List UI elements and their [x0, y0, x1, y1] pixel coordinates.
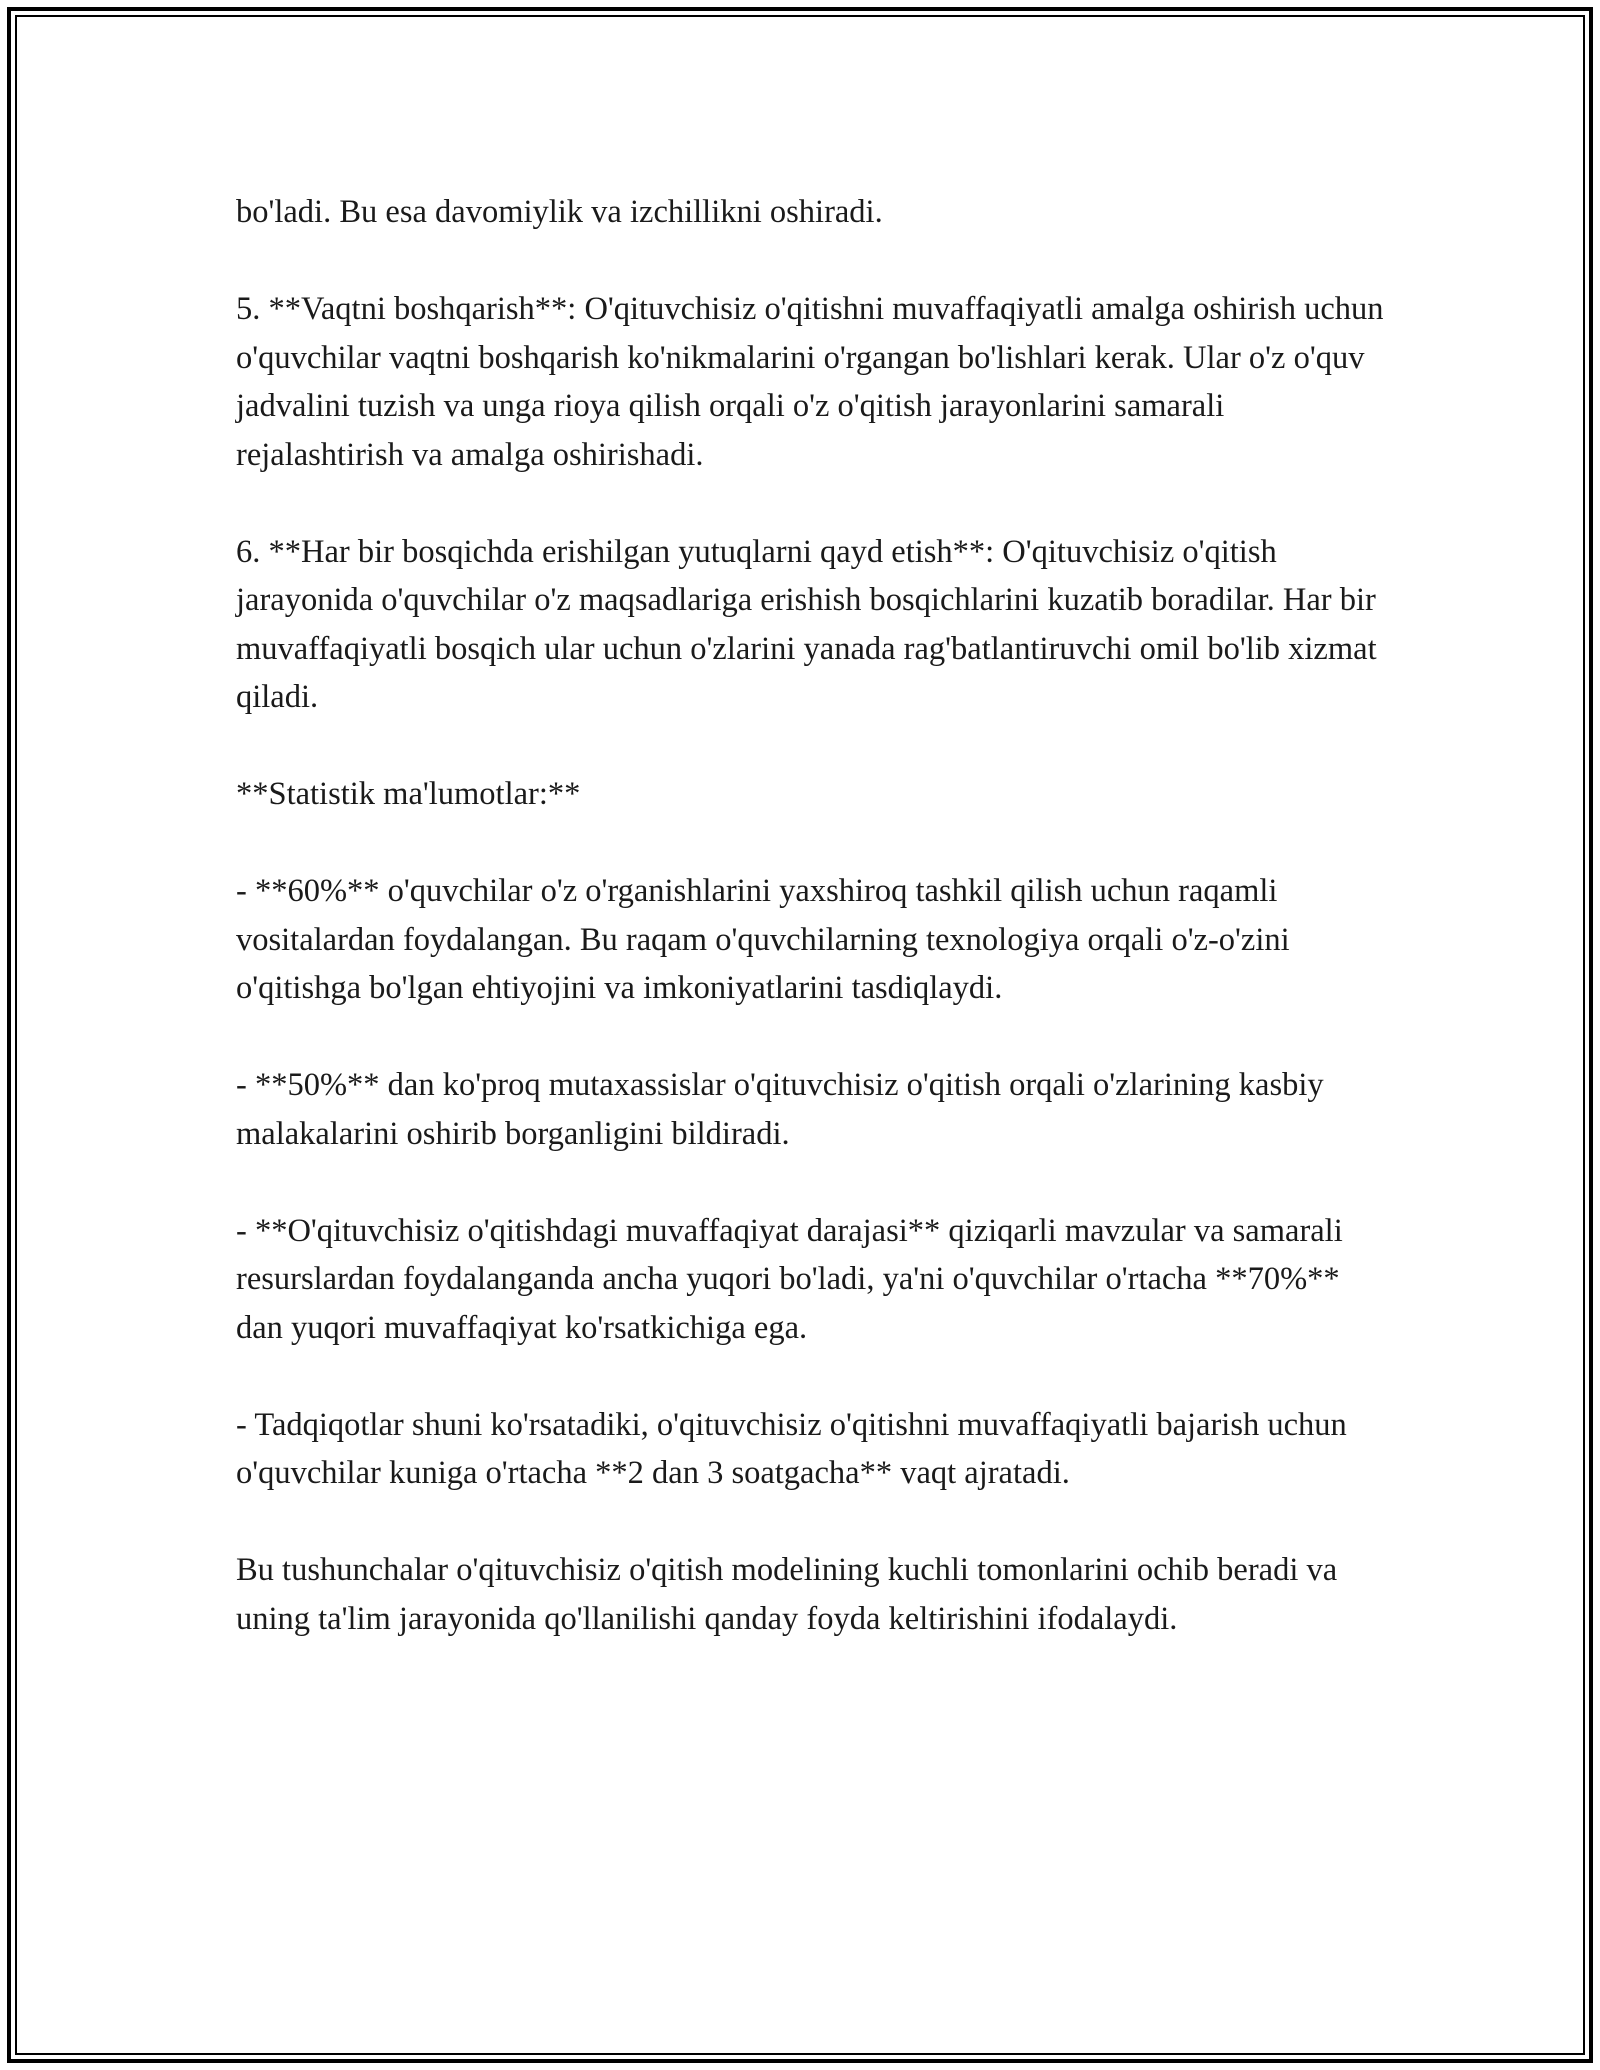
stat-item-digital-tools: - **60%** o'quvchilar o'z o'rganishlarini yaxshiroq tashkil qilish uchun raqamli vositalardan foydalangan. Bu raqam o'quvchilarning texnologiya orqali o'z-o'zini o'qitishga bo'lgan ehtiyojini va imkoniyatlarini tasdiqlaydi.	[236, 873, 1290, 1006]
paragraph-continuation: bo'ladi. Bu esa davomiylik va izchillikni oshiradi.	[236, 194, 883, 230]
stat-item-professionals: - **50%** dan ko'proq mutaxassislar o'qituvchisiz o'qitish orqali o'zlarining kasbiy malakalarini oshirib borganligini bildiradi.	[236, 1067, 1324, 1152]
paragraph-time-management: 5. **Vaqtni boshqarish**: O'qituvchisiz o'qitishni muvaffaqiyatli amalga oshirish uchun o'quvchilar vaqtni boshqarish ko'nikmalarini o'rgangan bo'lishlari kerak. Ular o'z o'quv jadvalini tuzish va unga rioya qilish orqali o'z o'qitish jarayonlarini samarali rejalashtirish va amalga oshirishadi.	[236, 291, 1384, 473]
document-body	[236, 188, 1386, 1692]
paragraph-conclusion: Bu tushunchalar o'qituvchisiz o'qitish modelining kuchli tomonlarini ochib beradi va uning ta'lim jarayonida qo'llanilishi qanday foyda keltirishini ifodalaydi.	[236, 1552, 1338, 1637]
stat-item-daily-time: - Tadqiqotlar shuni ko'rsatadiki, o'qituvchisiz o'qitishni muvaffaqiyatli bajarish uchun o'quvchilar kuniga o'rtacha **2 dan 3 soatgacha** vaqt ajratadi.	[236, 1406, 1347, 1491]
stat-item-success-rate: - **O'qituvchisiz o'qitishdagi muvaffaqiyat darajasi** qiziqarli mavzular va samarali resurslardan foydalanganda ancha yuqori bo'ladi, ya'ni o'quvchilar o'rtacha **70%** dan yuqori muvaffaqiyat ko'rsatkichiga ega.	[236, 1212, 1343, 1346]
statistics-heading: **Statistik ma'lumotlar:**	[236, 776, 581, 812]
paragraph-milestones: 6. **Har bir bosqichda erishilgan yutuqlarni qayd etish**: O'qituvchisiz o'qitish jarayonida o'quvchilar o'z maqsadlariga erishish bosqichlarini kuzatib boradilar. Har bir muvaffaqiyatli bosqich ular uchun o'zlarini yanada rag'batlantiruvchi omil bo'lib xizmat qiladi.	[236, 533, 1377, 715]
